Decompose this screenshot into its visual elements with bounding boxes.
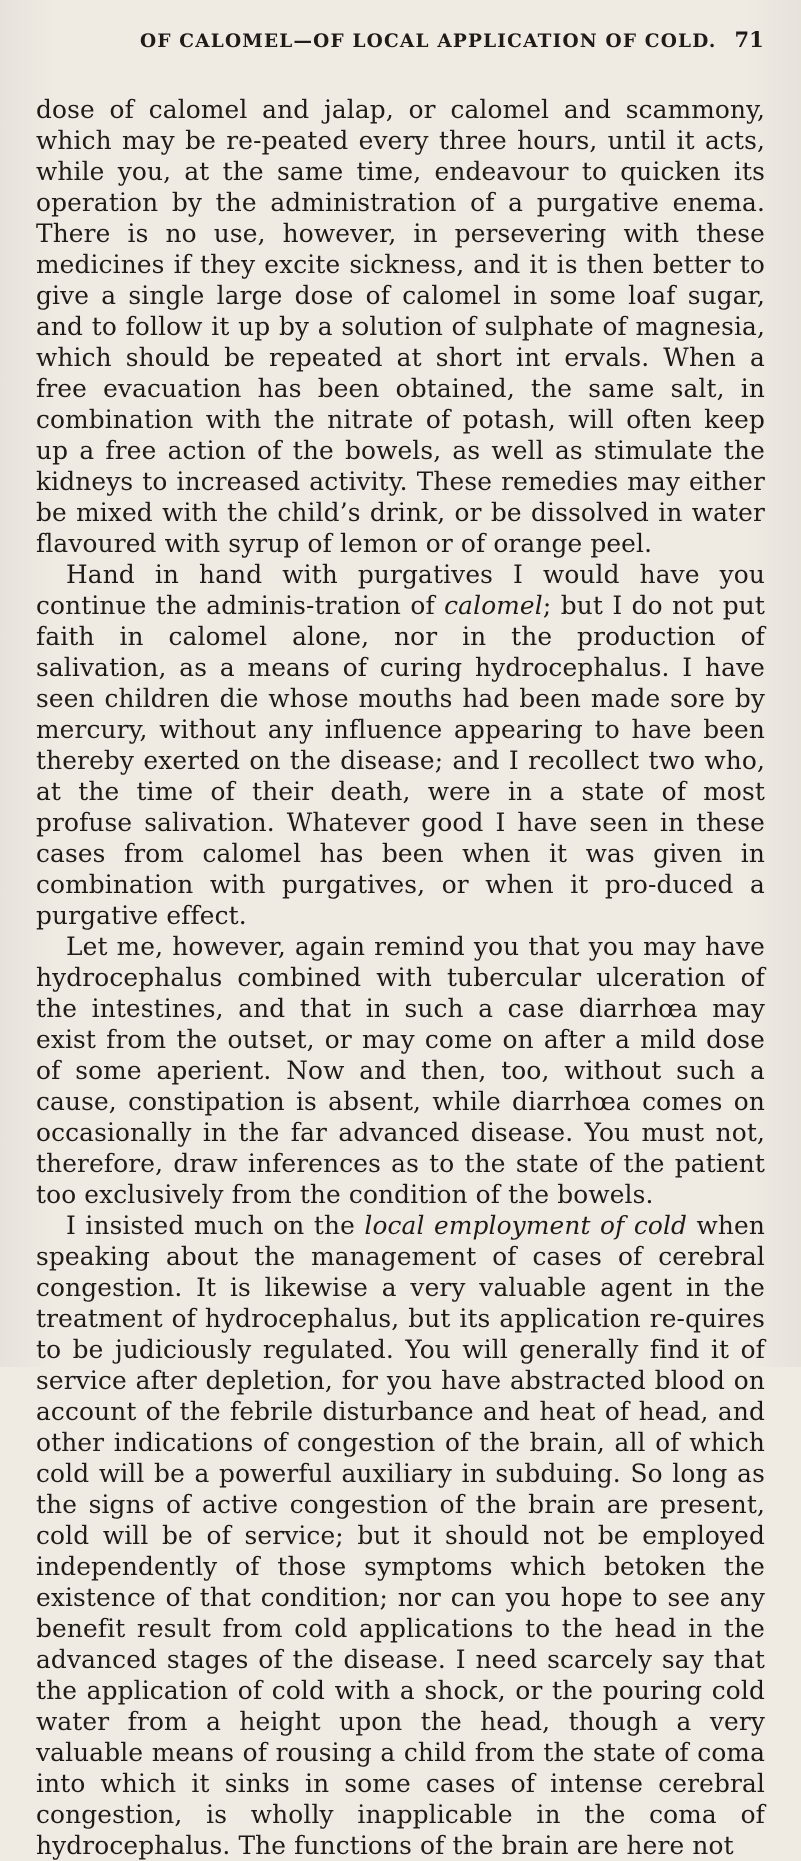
paragraph-2-text-end: ; but I do not put faith in calomel alone, nor in the production of salivation, as a means of curing hydrocephalus. I have seen children die whose mouths had been made sore by mercury, without any influence appearing to have been thereby exerted on the disease; and I recollect two who, at the time of their death, were in a state of most profuse salivation. Whatever good I have seen in these cases from calomel has been when it was given in combination with purgatives, or when it pro-duced a purgative effect. xyxy=(36,591,765,930)
paragraph-4 xyxy=(36,1210,765,1861)
running-title: OF CALOMEL—OF LOCAL APPLICATION OF COLD. xyxy=(140,31,717,52)
paragraph-3-text: Let me, however, again remind you that you may have hydrocephalus combined with tubercular ulceration of the intestines, and that in such a case diarrhœa may exist from the outset, or may come on after a mild dose of some aperient. Now and then, too, without such a cause, constipation is absent, while diarrhœa comes on occasionally in the far advanced disease. You must not, therefore, draw inferences as to the state of the patient too exclusively from the condition of the bowels. xyxy=(36,932,765,1209)
paragraph-4-text-end: when speaking about the management of cases of cerebral congestion. It is likewise a very valuable agent in the treatment of hydrocephalus, but its application re-quires to be judiciously regulated. You will generally find it of service after depletion, for you have abstracted blood on account of the febrile disturbance and heat of head, and other indications of congestion of the brain, all of which cold will be a powerful auxiliary in subduing. So long as the signs of active congestion of the brain are present, cold will be of service; but it should not be employed independently of those symptoms which betoken the existence of that condition; nor can you hope to see any benefit result from cold applications to the head in the advanced stages of the disease. I need scarcely say that the application of cold with a shock, or the pouring cold water from a height upon the head, though a very valuable means of rousing a child from the state of coma into which it sinks in some cases of intense cerebral congestion, is wholly inapplicable in the coma of hydrocephalus. The functions of the brain are here not xyxy=(36,1211,765,1860)
paragraph-4-text-start: I insisted much on the xyxy=(66,1211,365,1240)
paragraph-2-text-start: Hand in hand with purgatives I would have you continue the adminis-tration of xyxy=(36,560,765,620)
page-header xyxy=(140,27,764,52)
paragraph-2 xyxy=(36,559,765,931)
paragraph-2-italic: calomel xyxy=(444,591,543,620)
paragraph-1 xyxy=(36,94,765,559)
paragraph-3 xyxy=(36,931,765,1210)
paragraph-4-italic: local employment of cold xyxy=(364,1211,688,1240)
page-number: 71 xyxy=(734,27,764,52)
body-text xyxy=(36,94,765,1861)
paragraph-1-text: dose of calomel and jalap, or calomel and scammony, which may be re-peated every three hours, until it acts, while you, at the same time, endeavour to quicken its operation by the administration of a purgative enema. There is no use, however, in persevering with these medicines if they excite sickness, and it is then better to give a single large dose of calomel in some loaf sugar, and to follow it up by a solution of sulphate of magnesia, which should be repeated at short int ervals. When a free evacuation has been obtained, the same salt, in combination with the nitrate of potash, will often keep up a free action of the bowels, as well as stimulate the kidneys to increased activity. These remedies may either be mixed with the child’s drink, or be dissolved in water flavoured with syrup of lemon or of orange peel. xyxy=(36,95,765,558)
